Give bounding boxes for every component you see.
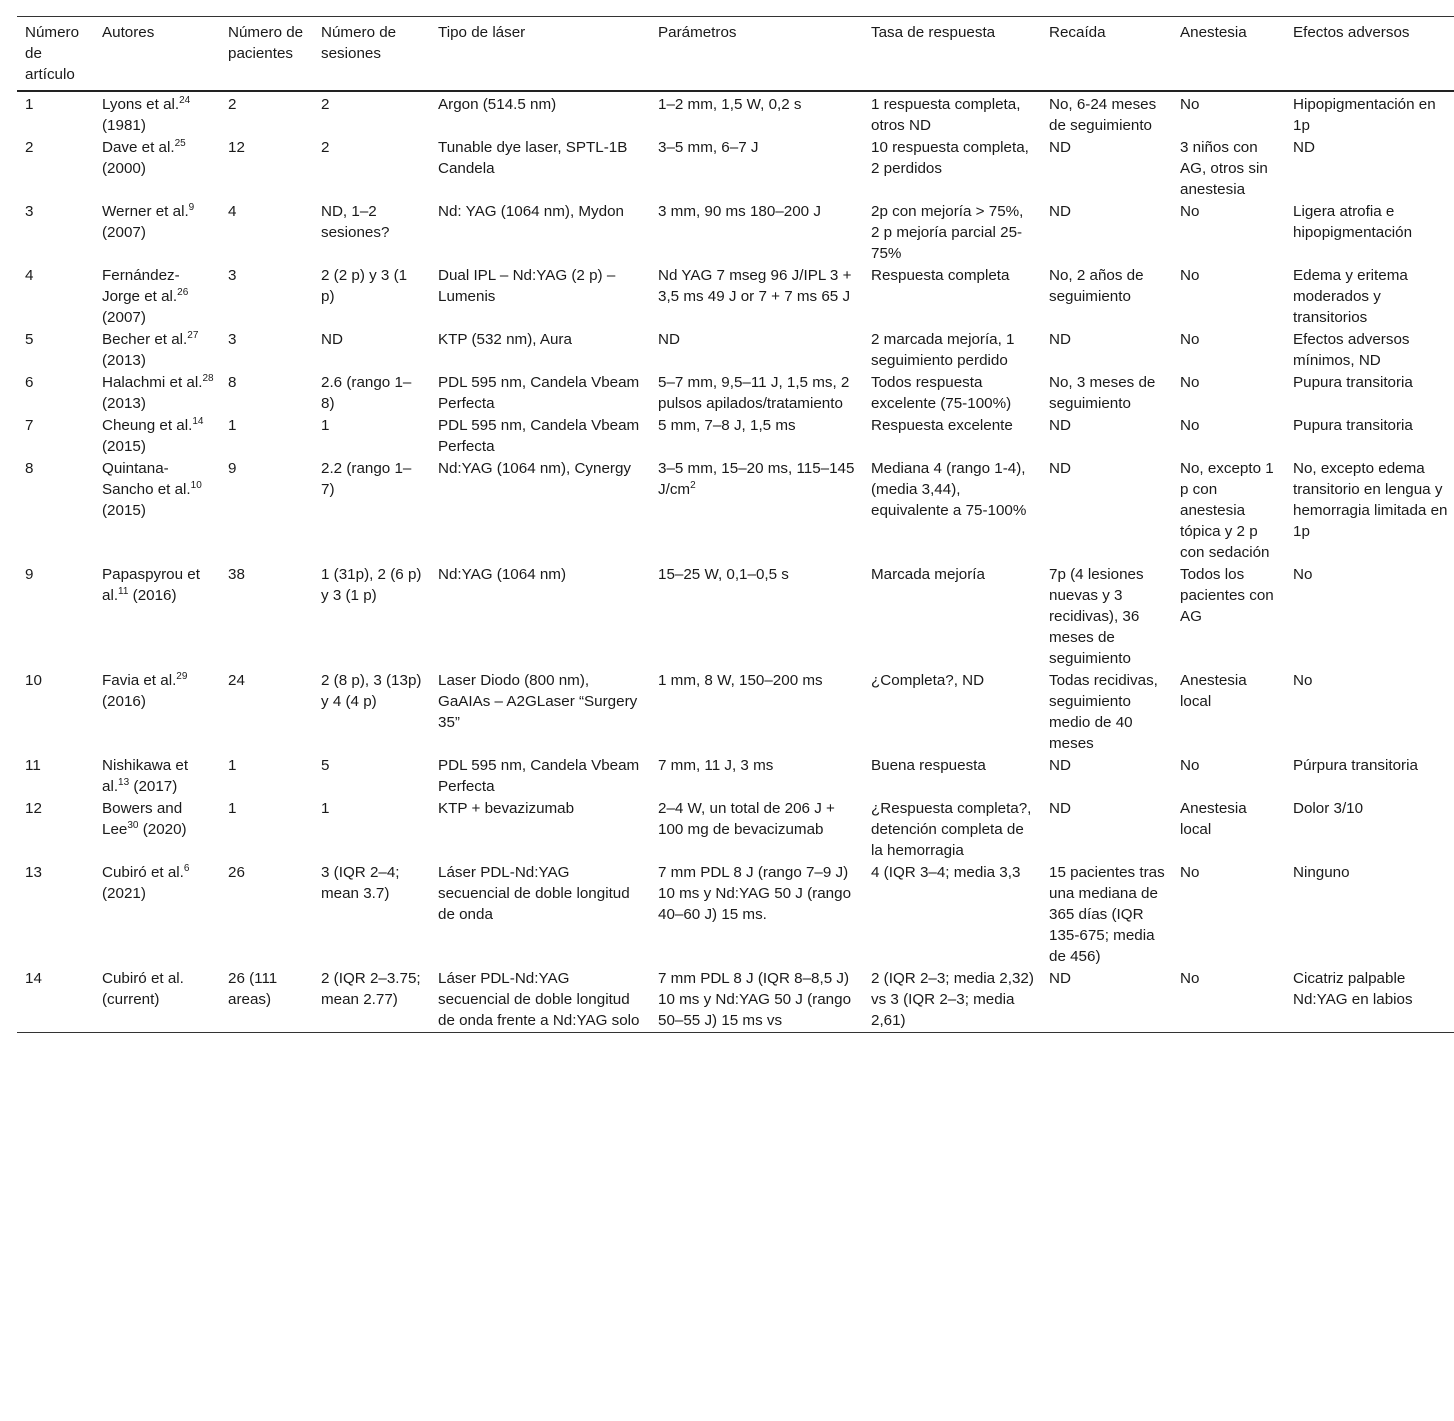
parameters-superscript: 2 bbox=[690, 479, 696, 491]
cell-article-number: 9 bbox=[25, 566, 34, 583]
cell-authors bbox=[94, 862, 220, 968]
cell-article-number: 2 bbox=[25, 139, 34, 156]
cell-anesthesia: No bbox=[1180, 96, 1200, 113]
cell-article-number: 11 bbox=[25, 757, 41, 774]
cell-response-rate: Respuesta completa bbox=[871, 267, 1010, 284]
table-row bbox=[17, 670, 1454, 755]
header-article-number: Número de artículo bbox=[25, 24, 80, 83]
parameters-text: 5–7 mm, 9,5–11 J, 1,5 ms, 2 pulsos apilados/tratamiento bbox=[658, 374, 850, 412]
table-row bbox=[17, 862, 1454, 968]
cell-parameters bbox=[650, 755, 863, 798]
cell-adverse-effects: Hipopigmentación en 1p bbox=[1293, 96, 1436, 134]
cell-relapse: ND bbox=[1049, 757, 1071, 774]
reference-number: 24 bbox=[179, 94, 191, 106]
cell-anesthesia: 3 niños con AG, otros sin anestesia bbox=[1180, 139, 1268, 198]
cell-sessions: ND bbox=[321, 331, 343, 348]
publication-year: (2017) bbox=[129, 778, 178, 795]
cell-parameters bbox=[650, 670, 863, 755]
cell-article-number: 10 bbox=[25, 672, 42, 689]
publication-year: (2013) bbox=[102, 352, 146, 369]
cell-patients: 3 bbox=[228, 331, 237, 348]
cell-relapse: ND bbox=[1049, 970, 1071, 987]
header-adverse-effects: Efectos adversos bbox=[1293, 24, 1410, 41]
cell-adverse-effects: ND bbox=[1293, 139, 1315, 156]
publication-year: (1981) bbox=[102, 117, 146, 134]
cell-sessions: 2.2 (rango 1–7) bbox=[321, 460, 412, 498]
cell-laser-type: PDL 595 nm, Candela Vbeam Perfecta bbox=[438, 374, 640, 412]
cell-patients: 12 bbox=[228, 139, 245, 156]
reference-number: 9 bbox=[188, 201, 195, 213]
cell-response-rate: 10 respuesta completa, 2 perdidos bbox=[871, 139, 1029, 177]
cell-article-number: 6 bbox=[25, 374, 34, 391]
cell-response-rate: ¿Respuesta completa?, detención completa de la hemorragia bbox=[871, 800, 1032, 859]
cell-parameters bbox=[650, 968, 863, 1033]
author-name: Dave et al. bbox=[102, 139, 175, 156]
author-name: Favia et al. bbox=[102, 672, 177, 689]
publication-year: (2000) bbox=[102, 160, 146, 177]
cell-sessions: 1 (31p), 2 (6 p) y 3 (1 p) bbox=[321, 566, 422, 604]
cell-relapse: 7p (4 lesiones nuevas y 3 recidivas), 36 meses de seguimiento bbox=[1049, 566, 1144, 667]
cell-response-rate: Todos respuesta excelente (75-100%) bbox=[871, 374, 1012, 412]
cell-patients: 3 bbox=[228, 267, 237, 284]
cell-anesthesia: Anestesia local bbox=[1180, 672, 1247, 710]
cell-anesthesia: No, excepto 1 p con anestesia tópica y 2 p con sedación bbox=[1180, 460, 1274, 561]
table-row bbox=[17, 968, 1454, 1033]
table-body bbox=[17, 91, 1454, 1033]
table-row bbox=[17, 201, 1454, 265]
cell-article-number: 13 bbox=[25, 864, 42, 881]
cell-adverse-effects: Púrpura transitoria bbox=[1293, 757, 1418, 774]
reference-number: 10 bbox=[190, 479, 202, 491]
cell-article-number: 4 bbox=[25, 267, 34, 284]
cell-sessions: 1 bbox=[321, 800, 330, 817]
header-relapse: Recaída bbox=[1049, 24, 1106, 41]
cell-authors bbox=[94, 201, 220, 265]
cell-anesthesia: No bbox=[1180, 864, 1200, 881]
cell-laser-type: Nd:YAG (1064 nm), Cynergy bbox=[438, 460, 632, 477]
cell-relapse: ND bbox=[1049, 331, 1071, 348]
table-row bbox=[17, 755, 1454, 798]
parameters-text: 2–4 W, un total de 206 J + 100 mg de bevacizumab bbox=[658, 800, 835, 838]
header-anesthesia: Anestesia bbox=[1180, 24, 1247, 41]
cell-article-number: 3 bbox=[25, 203, 34, 220]
cell-authors bbox=[94, 137, 220, 201]
cell-adverse-effects: Pupura transitoria bbox=[1293, 417, 1413, 434]
cell-sessions: 2.6 (rango 1–8) bbox=[321, 374, 412, 412]
parameters-text: 1 mm, 8 W, 150–200 ms bbox=[658, 672, 823, 689]
cell-laser-type: Láser PDL-Nd:YAG secuencial de doble longitud de onda frente a Nd:YAG solo bbox=[438, 970, 640, 1029]
cell-relapse: ND bbox=[1049, 800, 1071, 817]
cell-laser-type: Laser Diodo (800 nm), GaAIAs – A2GLaser “Surgery 35” bbox=[438, 672, 638, 731]
cell-authors bbox=[94, 798, 220, 862]
cell-relapse: ND bbox=[1049, 417, 1071, 434]
cell-patients: 1 bbox=[228, 800, 237, 817]
cell-laser-type: Argon (514.5 nm) bbox=[438, 96, 557, 113]
cell-relapse: No, 3 meses de seguimiento bbox=[1049, 374, 1156, 412]
reference-number: 29 bbox=[176, 670, 188, 682]
cell-patients: 26 bbox=[228, 864, 245, 881]
cell-authors bbox=[94, 670, 220, 755]
parameters-text: ND bbox=[658, 331, 680, 348]
reference-number: 26 bbox=[177, 286, 189, 298]
cell-adverse-effects: Ninguno bbox=[1293, 864, 1350, 881]
parameters-text: 7 mm PDL 8 J (IQR 8–8,5 J) 10 ms y Nd:YAG 50 J (rango 50–55 J) 15 ms vs bbox=[658, 970, 852, 1029]
parameters-text: 3–5 mm, 6–7 J bbox=[658, 139, 759, 156]
cell-patients: 1 bbox=[228, 757, 237, 774]
cell-anesthesia: No bbox=[1180, 374, 1200, 391]
header-laser-type: Tipo de láser bbox=[438, 24, 526, 41]
cell-anesthesia: No bbox=[1180, 331, 1200, 348]
reference-number: 27 bbox=[187, 329, 199, 341]
cell-adverse-effects: Efectos adversos mínimos, ND bbox=[1293, 331, 1410, 369]
cell-relapse: No, 6-24 meses de seguimiento bbox=[1049, 96, 1157, 134]
parameters-text: 15–25 W, 0,1–0,5 s bbox=[658, 566, 789, 583]
table-row bbox=[17, 798, 1454, 862]
cell-authors bbox=[94, 755, 220, 798]
author-name: Werner et al. bbox=[102, 203, 189, 220]
cell-response-rate: 2 marcada mejoría, 1 seguimiento perdido bbox=[871, 331, 1015, 369]
author-name: Papaspyrou et al. bbox=[102, 566, 200, 604]
table-row bbox=[17, 91, 1454, 137]
reference-number: 13 bbox=[118, 776, 130, 788]
cell-sessions: 2 (IQR 2–3.75; mean 2.77) bbox=[321, 970, 421, 1008]
cell-response-rate: ¿Completa?, ND bbox=[871, 672, 985, 689]
cell-relapse: No, 2 años de seguimiento bbox=[1049, 267, 1144, 305]
cell-article-number: 7 bbox=[25, 417, 34, 434]
cell-response-rate: 1 respuesta completa, otros ND bbox=[871, 96, 1021, 134]
cell-parameters bbox=[650, 265, 863, 329]
cell-response-rate: Buena respuesta bbox=[871, 757, 986, 774]
cell-patients: 9 bbox=[228, 460, 237, 477]
cell-patients: 8 bbox=[228, 374, 237, 391]
publication-year: (2015) bbox=[102, 502, 146, 519]
cell-authors bbox=[94, 329, 220, 372]
cell-relapse: ND bbox=[1049, 460, 1071, 477]
table-row bbox=[17, 372, 1454, 415]
cell-sessions: 2 (2 p) y 3 (1 p) bbox=[321, 267, 408, 305]
publication-year: (2015) bbox=[102, 438, 146, 455]
cell-authors bbox=[94, 372, 220, 415]
author-name: Lyons et al. bbox=[102, 96, 180, 113]
cell-parameters bbox=[650, 415, 863, 458]
cell-adverse-effects: No bbox=[1293, 672, 1313, 689]
cell-parameters bbox=[650, 91, 863, 137]
cell-patients: 1 bbox=[228, 417, 237, 434]
author-name: Cubiró et al. bbox=[102, 864, 184, 881]
cell-patients: 26 (111 areas) bbox=[228, 970, 278, 1008]
author-name: Bowers and Lee bbox=[102, 800, 183, 838]
header-parameters: Parámetros bbox=[658, 24, 737, 41]
cell-anesthesia: Anestesia local bbox=[1180, 800, 1247, 838]
parameters-text: 7 mm PDL 8 J (rango 7–9 J) 10 ms y Nd:YAG 50 J (rango 40–60 J) 15 ms. bbox=[658, 864, 852, 923]
cell-parameters bbox=[650, 372, 863, 415]
cell-authors bbox=[94, 415, 220, 458]
cell-anesthesia: No bbox=[1180, 203, 1200, 220]
table-header bbox=[17, 17, 1454, 92]
reference-number: 6 bbox=[183, 862, 190, 874]
reference-number: 28 bbox=[202, 372, 214, 384]
header-response-rate: Tasa de respuesta bbox=[871, 24, 996, 41]
cell-anesthesia: No bbox=[1180, 757, 1200, 774]
cell-authors bbox=[94, 91, 220, 137]
cell-anesthesia: No bbox=[1180, 417, 1200, 434]
publication-year: (2016) bbox=[102, 693, 146, 710]
cell-sessions: 5 bbox=[321, 757, 330, 774]
cell-parameters bbox=[650, 862, 863, 968]
cell-parameters bbox=[650, 329, 863, 372]
cell-parameters bbox=[650, 564, 863, 670]
reference-number: 14 bbox=[192, 415, 204, 427]
cell-sessions: 1 bbox=[321, 417, 330, 434]
cell-parameters bbox=[650, 458, 863, 564]
cell-authors bbox=[94, 458, 220, 564]
cell-patients: 2 bbox=[228, 96, 237, 113]
cell-sessions: 3 (IQR 2–4; mean 3.7) bbox=[321, 864, 400, 902]
cell-article-number: 8 bbox=[25, 460, 34, 477]
cell-sessions: 2 bbox=[321, 96, 330, 113]
reference-number: 11 bbox=[118, 585, 129, 597]
cell-relapse: ND bbox=[1049, 203, 1071, 220]
cell-laser-type: Nd: YAG (1064 nm), Mydon bbox=[438, 203, 624, 220]
reference-number: 30 bbox=[127, 819, 139, 831]
publication-year: (2007) bbox=[102, 309, 146, 326]
author-name: Becher et al. bbox=[102, 331, 188, 348]
cell-sessions: ND, 1–2 sesiones? bbox=[321, 203, 390, 241]
cell-response-rate: Mediana 4 (rango 1-4), (media 3,44), equivalente a 75-100% bbox=[871, 460, 1027, 519]
cell-sessions: 2 (8 p), 3 (13p) y 4 (4 p) bbox=[321, 672, 422, 710]
publication-year: (2013) bbox=[102, 395, 146, 412]
cell-relapse: Todas recidivas, seguimiento medio de 40 meses bbox=[1049, 672, 1158, 752]
cell-authors bbox=[94, 265, 220, 329]
cell-relapse: 15 pacientes tras una mediana de 365 días (IQR 135-675; media de 456) bbox=[1049, 864, 1165, 965]
publication-year: (2021) bbox=[102, 885, 146, 902]
parameters-text: 1–2 mm, 1,5 W, 0,2 s bbox=[658, 96, 802, 113]
cell-anesthesia: Todos los pacientes con AG bbox=[1180, 566, 1274, 625]
cell-response-rate: 4 (IQR 3–4; media 3,3 bbox=[871, 864, 1021, 881]
parameters-text: Nd YAG 7 mseg 96 J/IPL 3 + 3,5 ms 49 J or 7 + 7 ms 65 J bbox=[658, 267, 852, 305]
cell-parameters bbox=[650, 201, 863, 265]
cell-response-rate: Marcada mejoría bbox=[871, 566, 985, 583]
cell-response-rate: Respuesta excelente bbox=[871, 417, 1013, 434]
author-name: Halachmi et al. bbox=[102, 374, 203, 391]
publication-year: (2020) bbox=[138, 821, 187, 838]
header-patients: Número de pacientes bbox=[228, 24, 304, 62]
table-row bbox=[17, 265, 1454, 329]
header-sessions: Número de sesiones bbox=[321, 24, 397, 62]
reference-number: 25 bbox=[174, 137, 186, 149]
cell-adverse-effects: Dolor 3/10 bbox=[1293, 800, 1364, 817]
cell-authors bbox=[94, 564, 220, 670]
cell-adverse-effects: Edema y eritema moderados y transitorios bbox=[1293, 267, 1408, 326]
cell-authors bbox=[94, 968, 220, 1033]
cell-patients: 38 bbox=[228, 566, 245, 583]
cell-article-number: 14 bbox=[25, 970, 42, 987]
laser-treatment-comparison-table bbox=[17, 16, 1454, 1033]
cell-adverse-effects: Cicatriz palpable Nd:YAG en labios bbox=[1293, 970, 1413, 1008]
author-name: Cheung et al. bbox=[102, 417, 193, 434]
table-row bbox=[17, 564, 1454, 670]
parameters-text: 3–5 mm, 15–20 ms, 115–145 J/cm bbox=[658, 460, 855, 498]
cell-article-number: 1 bbox=[25, 96, 34, 113]
cell-anesthesia: No bbox=[1180, 970, 1200, 987]
cell-relapse: ND bbox=[1049, 139, 1071, 156]
publication-year: (2016) bbox=[128, 587, 177, 604]
cell-sessions: 2 bbox=[321, 139, 330, 156]
cell-patients: 24 bbox=[228, 672, 245, 689]
header-row bbox=[17, 17, 1454, 92]
cell-anesthesia: No bbox=[1180, 267, 1200, 284]
cell-laser-type: Tunable dye laser, SPTL-1B Candela bbox=[438, 139, 628, 177]
parameters-text: 3 mm, 90 ms 180–200 J bbox=[658, 203, 821, 220]
publication-year: (2007) bbox=[102, 224, 146, 241]
author-name: Fernández-Jorge et al. bbox=[102, 267, 180, 305]
author-name: Cubiró et al. (current) bbox=[102, 970, 184, 1008]
cell-adverse-effects: Pupura transitoria bbox=[1293, 374, 1413, 391]
author-name: Quintana-Sancho et al. bbox=[102, 460, 191, 498]
cell-article-number: 5 bbox=[25, 331, 34, 348]
cell-response-rate: 2p con mejoría > 75%, 2 p mejoría parcial 25-75% bbox=[871, 203, 1024, 262]
cell-laser-type: KTP + bevazizumab bbox=[438, 800, 575, 817]
parameters-text: 7 mm, 11 J, 3 ms bbox=[658, 757, 774, 774]
cell-laser-type: PDL 595 nm, Candela Vbeam Perfecta bbox=[438, 417, 640, 455]
cell-laser-type: Láser PDL-Nd:YAG secuencial de doble longitud de onda bbox=[438, 864, 630, 923]
cell-parameters bbox=[650, 137, 863, 201]
cell-laser-type: KTP (532 nm), Aura bbox=[438, 331, 572, 348]
cell-adverse-effects: Ligera atrofia e hipopigmentación bbox=[1293, 203, 1413, 241]
table-row bbox=[17, 458, 1454, 564]
table-row bbox=[17, 415, 1454, 458]
cell-article-number: 12 bbox=[25, 800, 42, 817]
table-row bbox=[17, 137, 1454, 201]
cell-parameters bbox=[650, 798, 863, 862]
cell-response-rate: 2 (IQR 2–3; media 2,32) vs 3 (IQR 2–3; media 2,61) bbox=[871, 970, 1034, 1029]
cell-adverse-effects: No, excepto edema transitorio en lengua y hemorragia limitada en 1p bbox=[1293, 460, 1448, 540]
parameters-text: 5 mm, 7–8 J, 1,5 ms bbox=[658, 417, 796, 434]
cell-patients: 4 bbox=[228, 203, 237, 220]
cell-laser-type: Dual IPL – Nd:YAG (2 p) – Lumenis bbox=[438, 267, 616, 305]
cell-adverse-effects: No bbox=[1293, 566, 1313, 583]
cell-laser-type: Nd:YAG (1064 nm) bbox=[438, 566, 567, 583]
header-authors: Autores bbox=[102, 24, 155, 41]
author-name: Nishikawa et al. bbox=[102, 757, 189, 795]
cell-laser-type: PDL 595 nm, Candela Vbeam Perfecta bbox=[438, 757, 640, 795]
table-row bbox=[17, 329, 1454, 372]
